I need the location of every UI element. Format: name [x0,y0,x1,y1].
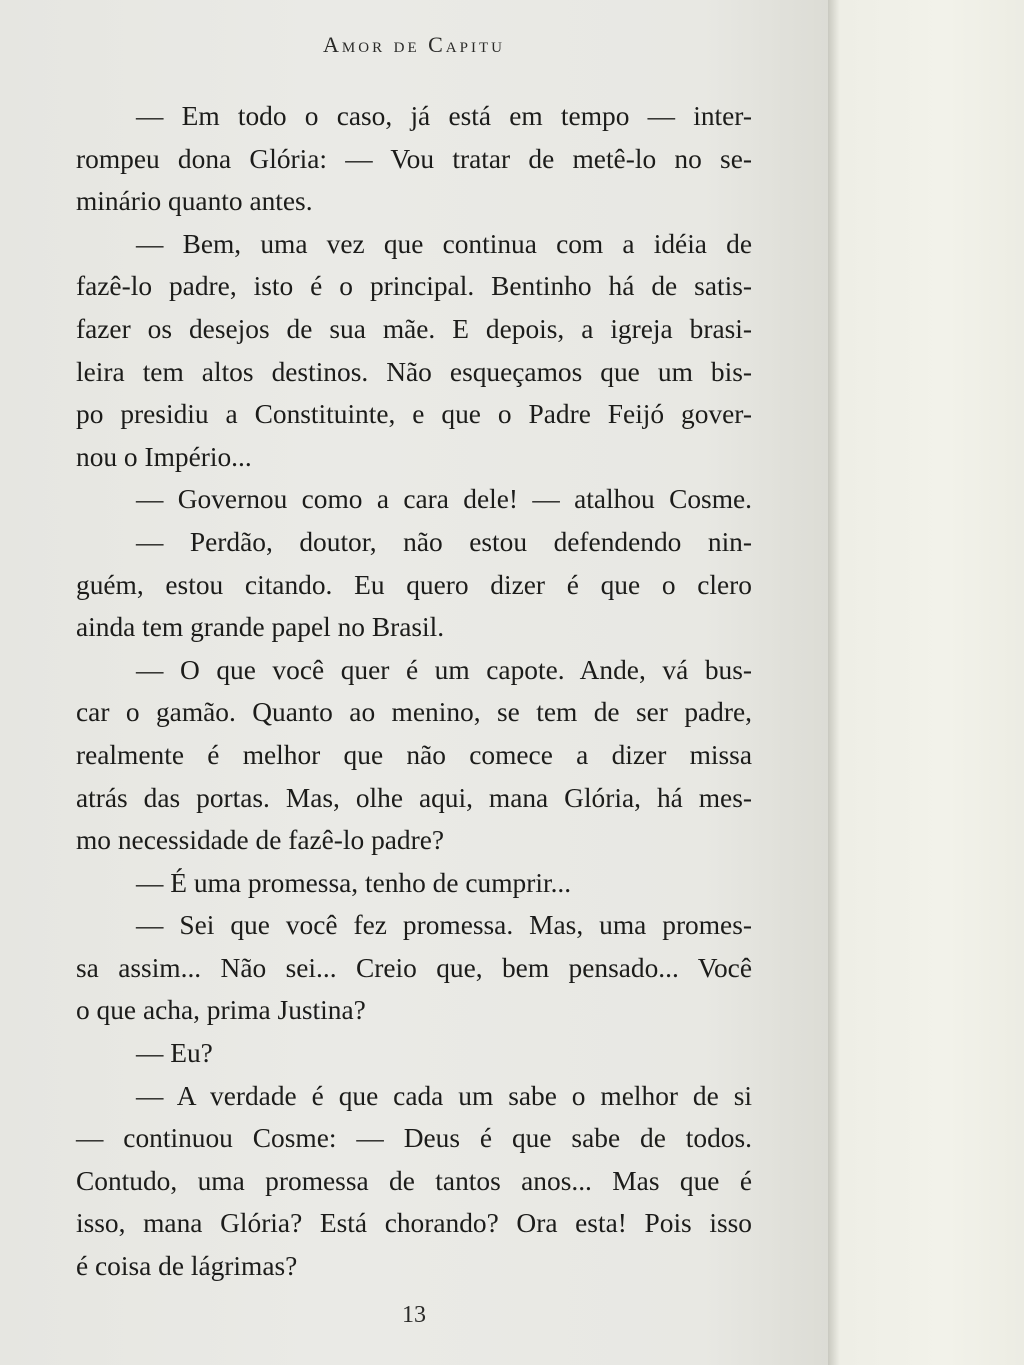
text-line: po presidiu a Constituinte, e que o Padre Feijó gover- [76,399,752,430]
text-line: mo necessidade de fazê-lo padre? [76,825,445,856]
text-line: — Bem, uma vez que continua com a idéia de [136,228,752,259]
text-line: nou o Império... [76,441,252,472]
text-line: — É uma promessa, tenho de cumprir... [136,867,572,898]
text-line: fazê-lo padre, isto é o principal. Bentinho há de satis- [76,271,752,302]
text-line: o que acha, prima Justina? [76,995,366,1026]
text-line: — Governou como a cara dele! — atalhou Cosme. [136,484,752,515]
text-line: car o gamão. Quanto ao menino, se tem de ser padre, [76,697,752,728]
page-edge [828,0,1024,1365]
text-line: guém, estou citando. Eu quero dizer é que o clero [76,569,752,600]
text-line: isso, mana Glória? Está chorando? Ora esta! Pois isso [76,1208,752,1239]
text-line: rompeu dona Glória: — Vou tratar de metê-lo no se- [76,143,752,174]
text-line: sa assim... Não sei... Creio que, bem pensado... Você [76,952,752,983]
text-line: — Perdão, doutor, não estou defendendo nin- [136,526,752,557]
text-line: — Eu? [136,1038,213,1069]
text-line: é coisa de lágrimas? [76,1251,298,1282]
running-head: Amor de Capitu [323,32,505,57]
text-line: realmente é melhor que não comece a dizer missa [76,739,752,770]
text-line: — continuou Cosme: — Deus é que sabe de todos. [76,1123,752,1154]
text-line: atrás das portas. Mas, olhe aqui, mana Glória, há mes- [76,782,752,813]
text-line: leira tem altos destinos. Não esqueçamos que um bis- [76,356,752,387]
text-line: fazer os desejos de sua mãe. E depois, a igreja brasi- [76,313,752,344]
text-line: ainda tem grande papel no Brasil. [76,612,445,643]
body-text [76,95,752,1288]
text-line: — A verdade é que cada um sabe o melhor de si [136,1080,752,1111]
page-number: 13 [402,1302,426,1328]
text-line: — Sei que você fez promessa. Mas, uma promes- [136,910,752,941]
text-line: minário quanto antes. [76,186,313,217]
text-line: — Em todo o caso, já está em tempo — inter- [136,101,752,131]
text-line: — O que você quer é um capote. Ande, vá bus- [136,654,752,685]
text-line: Contudo, uma promessa de tantos anos... Mas que é [76,1165,752,1196]
